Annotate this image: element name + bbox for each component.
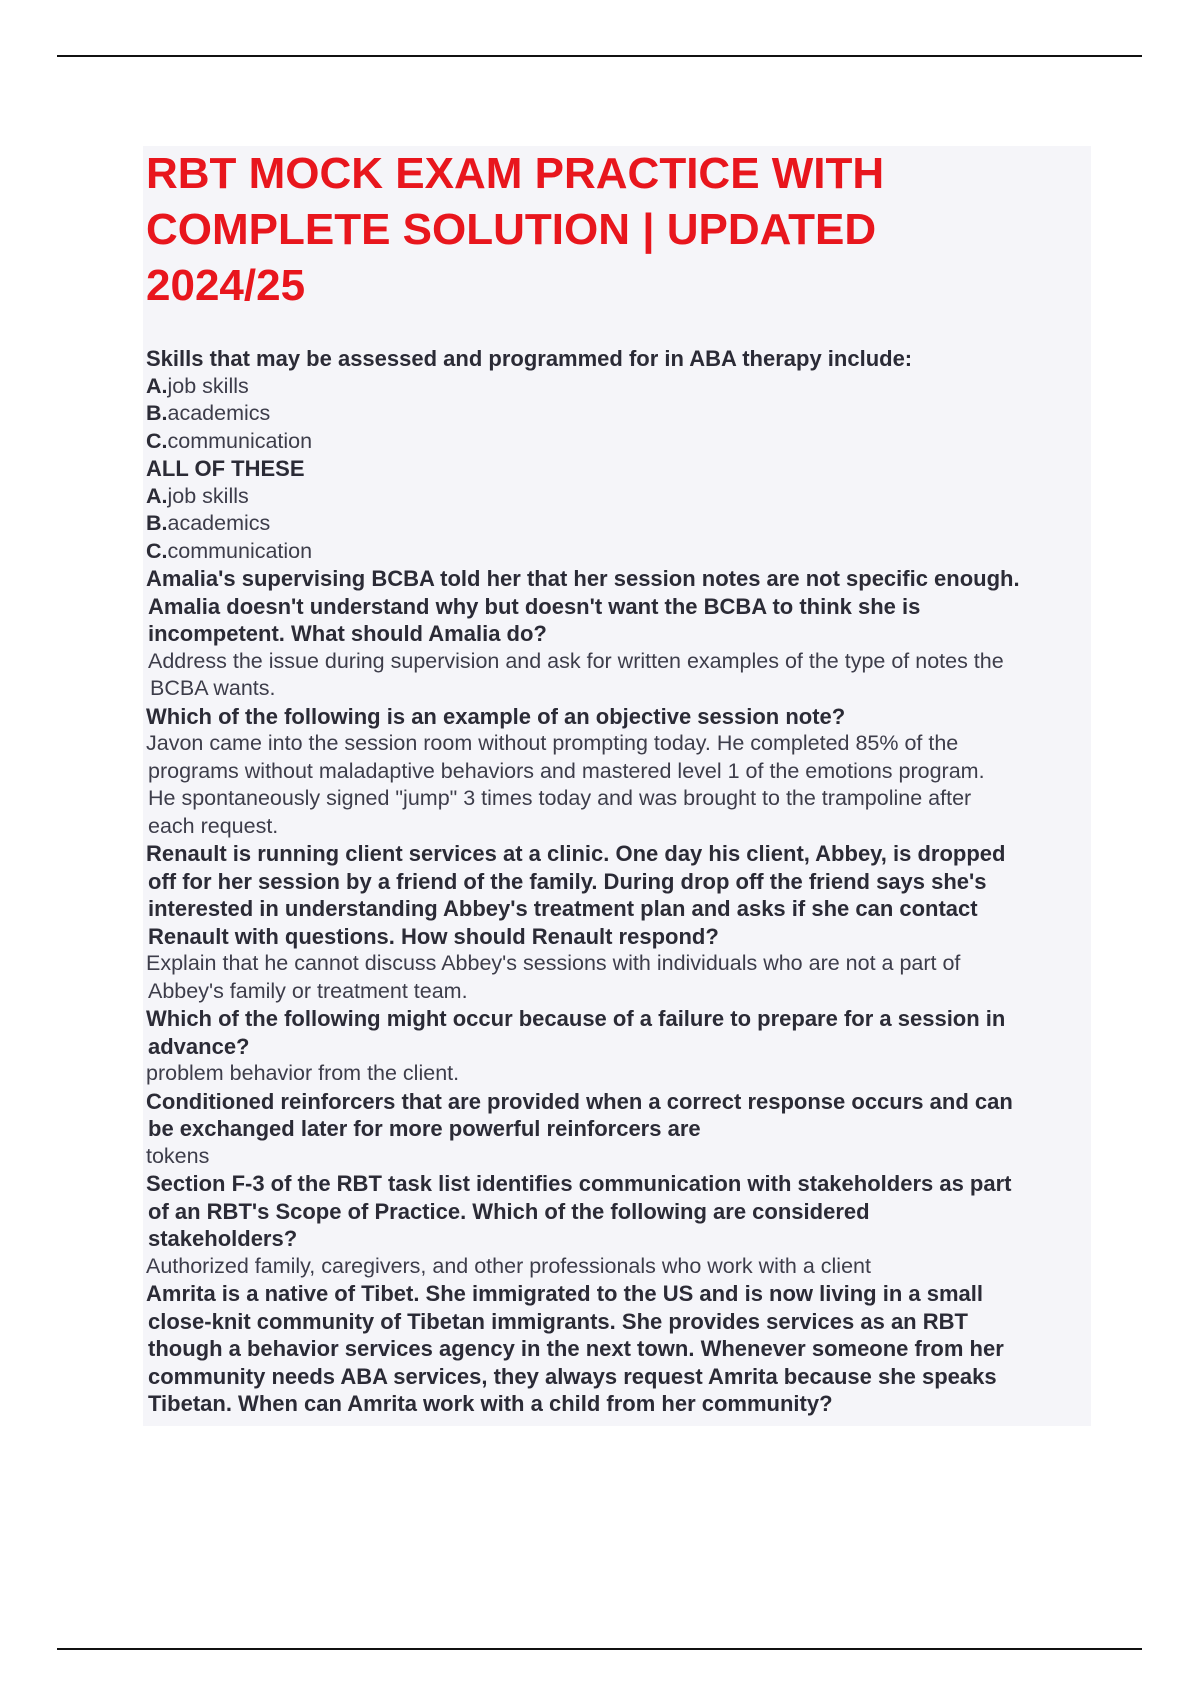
bottom-rule (57, 1648, 1142, 1650)
top-rule (57, 55, 1142, 57)
answer-3: Javon came into the session room without prompting today. He completed 85% of the programs without maladaptive behaviors and mastered level 1 of the emotions program. He spontaneously signed "jump" 3 times today and was brought to the trampoline after each request. (146, 731, 985, 838)
option-c: C.communication (146, 428, 313, 453)
question-2: Amalia's supervising BCBA told her that her session notes are not specific enough. Amalia doesn't understand why but doesn't want the BCBA to think she is incompetent. What should Amalia do? (146, 566, 1020, 646)
answer-2: Address the issue during supervision and ask for written examples of the type of notes the BCBA wants. (148, 648, 1004, 700)
document-title (146, 146, 1091, 314)
option-b: B.academics (146, 401, 271, 425)
answer-option-b: B.academics (146, 511, 271, 535)
answer-6: tokens (146, 1143, 210, 1168)
document-panel (143, 146, 1091, 1426)
question-6: Conditioned reinforcers that are provided when a correct response occurs and can be exchanged later for more powerful reinforcers are (146, 1088, 1013, 1141)
question-3: Which of the following is an example of an objective session note? (146, 703, 846, 729)
title-line-1: RBT MOCK EXAM PRACTICE WITH (146, 149, 885, 198)
option-a: A.job skills (146, 373, 249, 398)
answer-1: ALL OF THESE (146, 456, 305, 481)
title-line-3: 2024/25 (146, 261, 306, 310)
answer-4: Explain that he cannot discuss Abbey's sessions with individuals who are not a part of Abbey's family or treatment team. (146, 951, 961, 1003)
answer-option-c: C.communication (146, 538, 313, 563)
question-7: Section F-3 of the RBT task list identifies communication with stakeholders as part of an RBT's Scope of Practice. Which of the following are considered stakeholders? (146, 1171, 1012, 1251)
question-5: Which of the following might occur because of a failure to prepare for a session in advance? (146, 1006, 1006, 1059)
answer-7: Authorized family, caregivers, and other professionals who work with a client (146, 1253, 871, 1278)
answer-option-a: A.job skills (146, 483, 249, 508)
answer-5: problem behavior from the client. (146, 1061, 460, 1085)
qa-content (146, 345, 1091, 1418)
question-8: Amrita is a native of Tibet. She immigrated to the US and is now living in a small close-knit community of Tibetan immigrants. She provides services as an RBT though a behavior services agency in the next town. Whenever someone from her community needs ABA services, they always request Amrita because she speaks Tibetan. When can Amrita work with a child from her community? (146, 1281, 1004, 1416)
question-4: Renault is running client services at a clinic. One day his client, Abbey, is dropped off for her session by a friend of the family. During drop off the friend says she's interested in understanding Abbey's treatment plan and asks if she can contact Renault with questions. How should Renault respond? (146, 841, 1006, 949)
question-1: Skills that may be assessed and programmed for in ABA therapy include: (146, 346, 913, 371)
title-line-2: COMPLETE SOLUTION | UPDATED (146, 205, 877, 254)
